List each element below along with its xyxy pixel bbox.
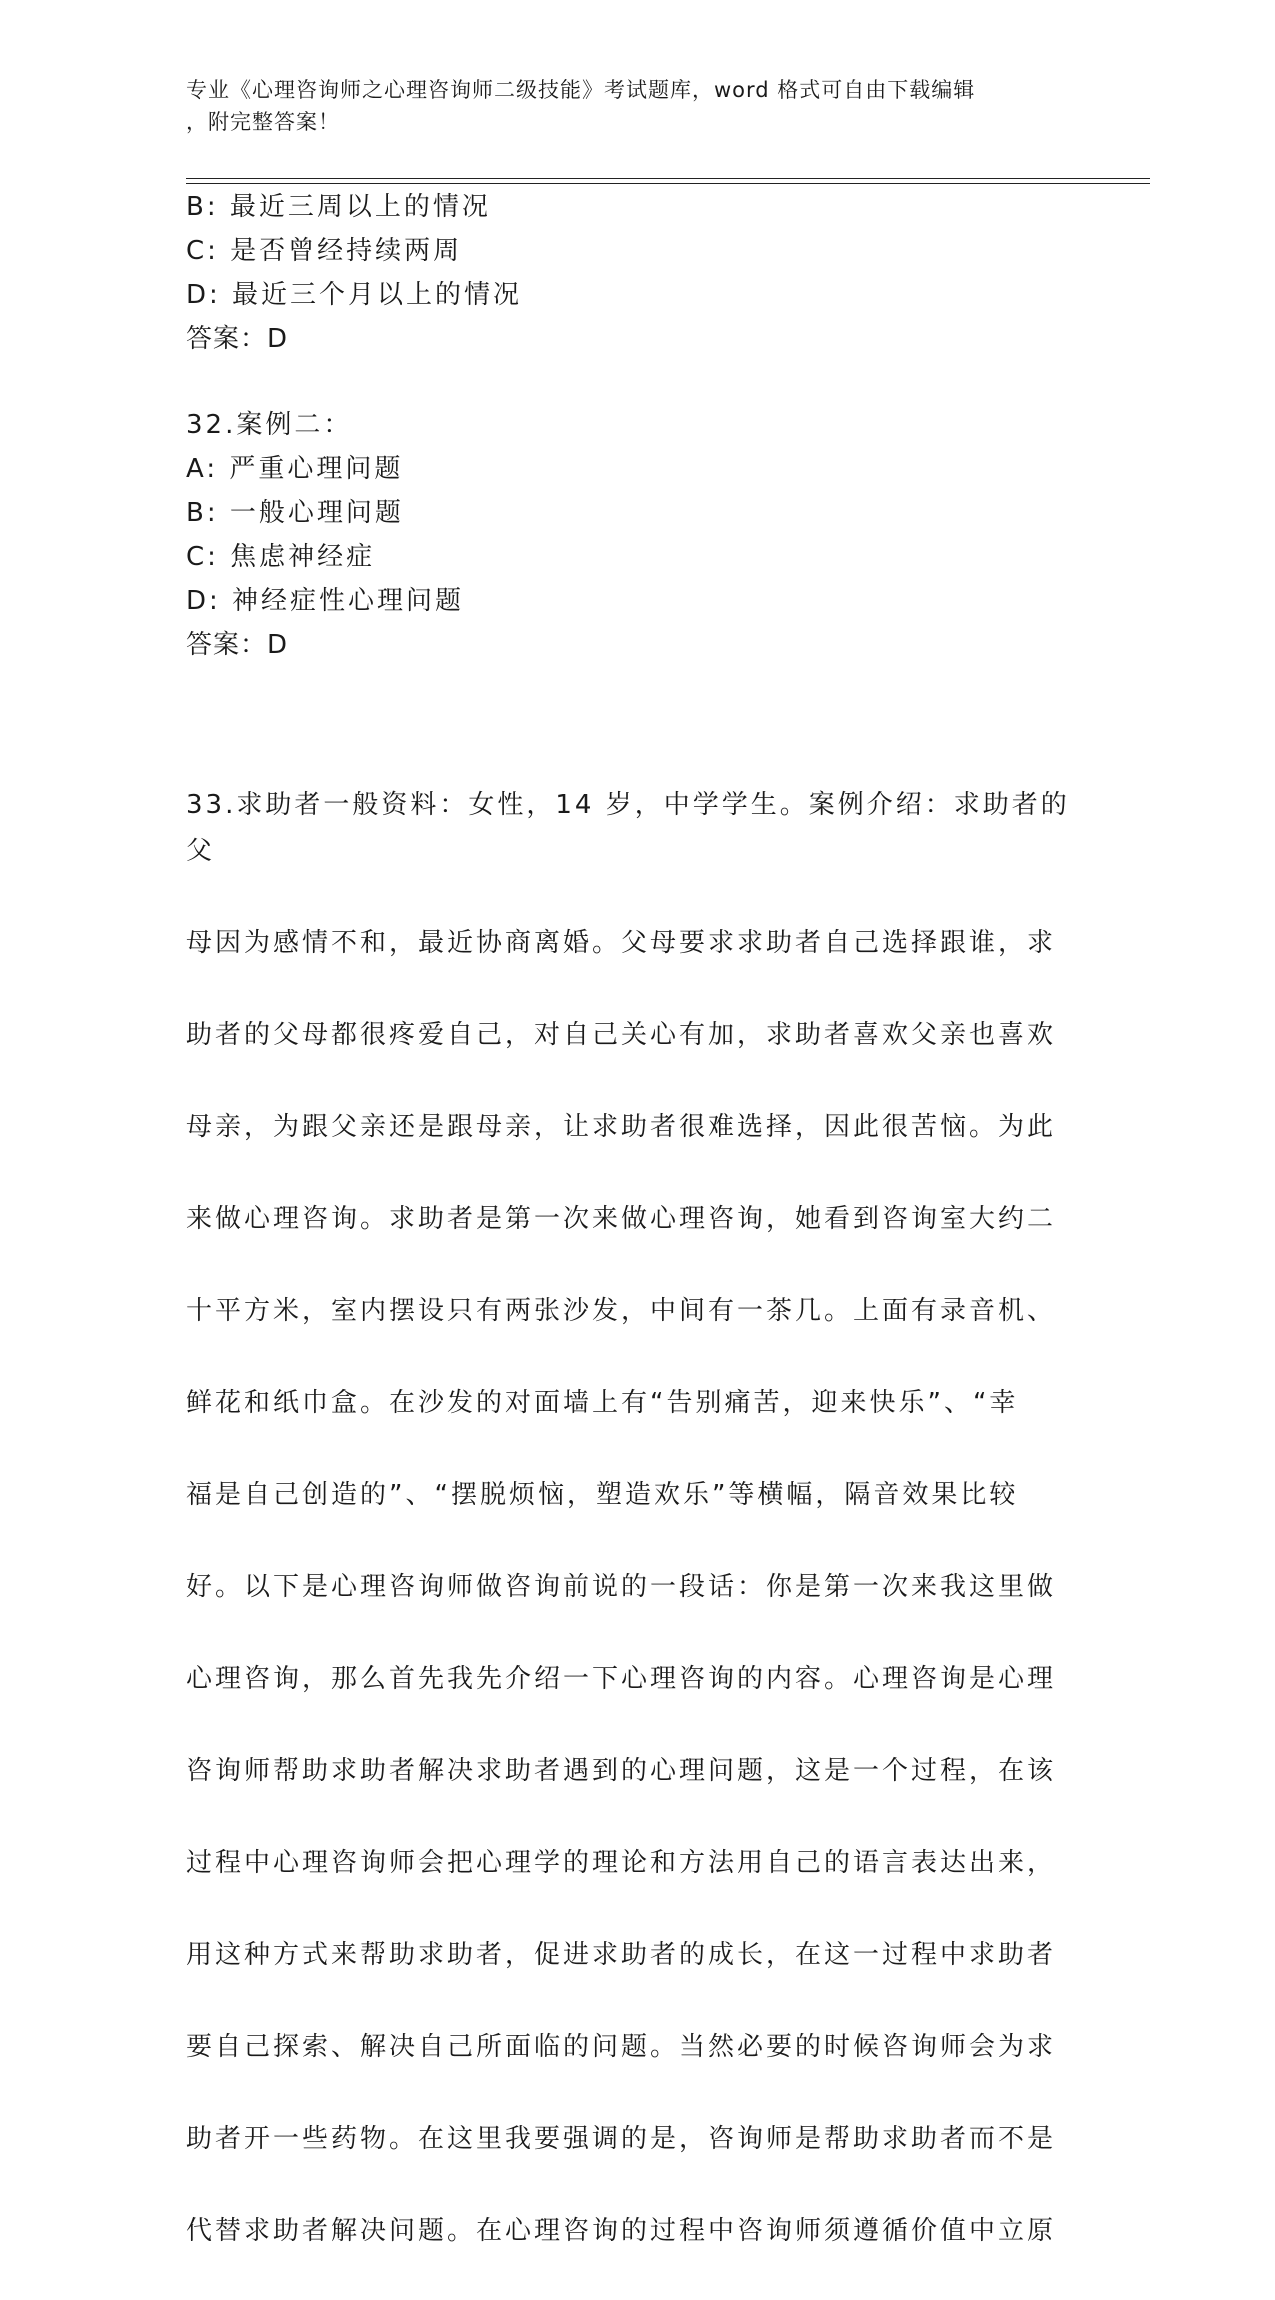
header-rule-bottom <box>186 183 1150 184</box>
header-line-1: 专业《心理咨询师之心理咨询师二级技能》考试题库，word 格式可自由下载编辑 <box>186 78 976 102</box>
q33-line: 用这种方式来帮助求助者，促进求助者的成长，在这一过程中求助者 <box>186 1940 1057 1970</box>
q32-option-c: C: 焦虑神经症 <box>186 542 376 572</box>
q32-option-d: D: 神经症性心理问题 <box>186 586 465 616</box>
q32-option-b: B: 一般心理问题 <box>186 498 404 528</box>
q33-line: 福是自己创造的”、“摆脱烦恼，塑造欢乐”等横幅，隔音效果比较 <box>186 1480 1019 1510</box>
q32-question: 32.案例二： <box>186 410 353 440</box>
header-rule-top <box>186 178 1150 179</box>
q33-paragraph <box>186 736 1086 2300</box>
q33-line: 十平方米，室内摆设只有两张沙发，中间有一茶几。上面有录音机、 <box>186 1296 1057 1326</box>
q33-line: 母因为感情不和，最近协商离婚。父母要求求助者自己选择跟谁，求 <box>186 928 1057 958</box>
q33-line: 母亲，为跟父亲还是跟母亲，让求助者很难选择，因此很苦恼。为此 <box>186 1112 1057 1142</box>
q31-answer: 答案：D <box>186 324 289 354</box>
q33-line: 心理咨询，那么首先我先介绍一下心理咨询的内容。心理咨询是心理 <box>186 1664 1057 1694</box>
q31-option-d: D: 最近三个月以上的情况 <box>186 280 523 310</box>
q33-line: 过程中心理咨询师会把心理学的理论和方法用自己的语言表达出来， <box>186 1848 1057 1878</box>
q31-option-c: C: 是否曾经持续两周 <box>186 236 463 266</box>
q33-line: 代替求助者解决问题。在心理咨询的过程中咨询师须遵循价值中立原 <box>186 2216 1057 2246</box>
page-header <box>186 74 1086 138</box>
q33-line: 鲜花和纸巾盒。在沙发的对面墙上有“告别痛苦，迎来快乐”、“幸 <box>186 1388 1019 1418</box>
q33-line: 好。以下是心理咨询师做咨询前说的一段话：你是第一次来我这里做 <box>186 1572 1057 1602</box>
q33-line: 来做心理咨询。求助者是第一次来做心理咨询，她看到咨询室大约二 <box>186 1204 1057 1234</box>
q31-option-b: B: 最近三周以上的情况 <box>186 192 491 222</box>
q33-line: 33.求助者一般资料：女性，14 岁，中学学生。案例介绍：求助者的父 <box>186 790 1070 866</box>
q33-line: 助者开一些药物。在这里我要强调的是，咨询师是帮助求助者而不是 <box>186 2124 1057 2154</box>
header-line-2: ，附完整答案！ <box>186 110 340 134</box>
q33-line: 助者的父母都很疼爱自己，对自己关心有加，求助者喜欢父亲也喜欢 <box>186 1020 1057 1050</box>
q32-answer: 答案：D <box>186 630 289 660</box>
q32-option-a: A: 严重心理问题 <box>186 454 404 484</box>
q33-line: 咨询师帮助求助者解决求助者遇到的心理问题，这是一个过程，在该 <box>186 1756 1057 1786</box>
q33-line: 要自己探索、解决自己所面临的问题。当然必要的时候咨询师会为求 <box>186 2032 1057 2062</box>
